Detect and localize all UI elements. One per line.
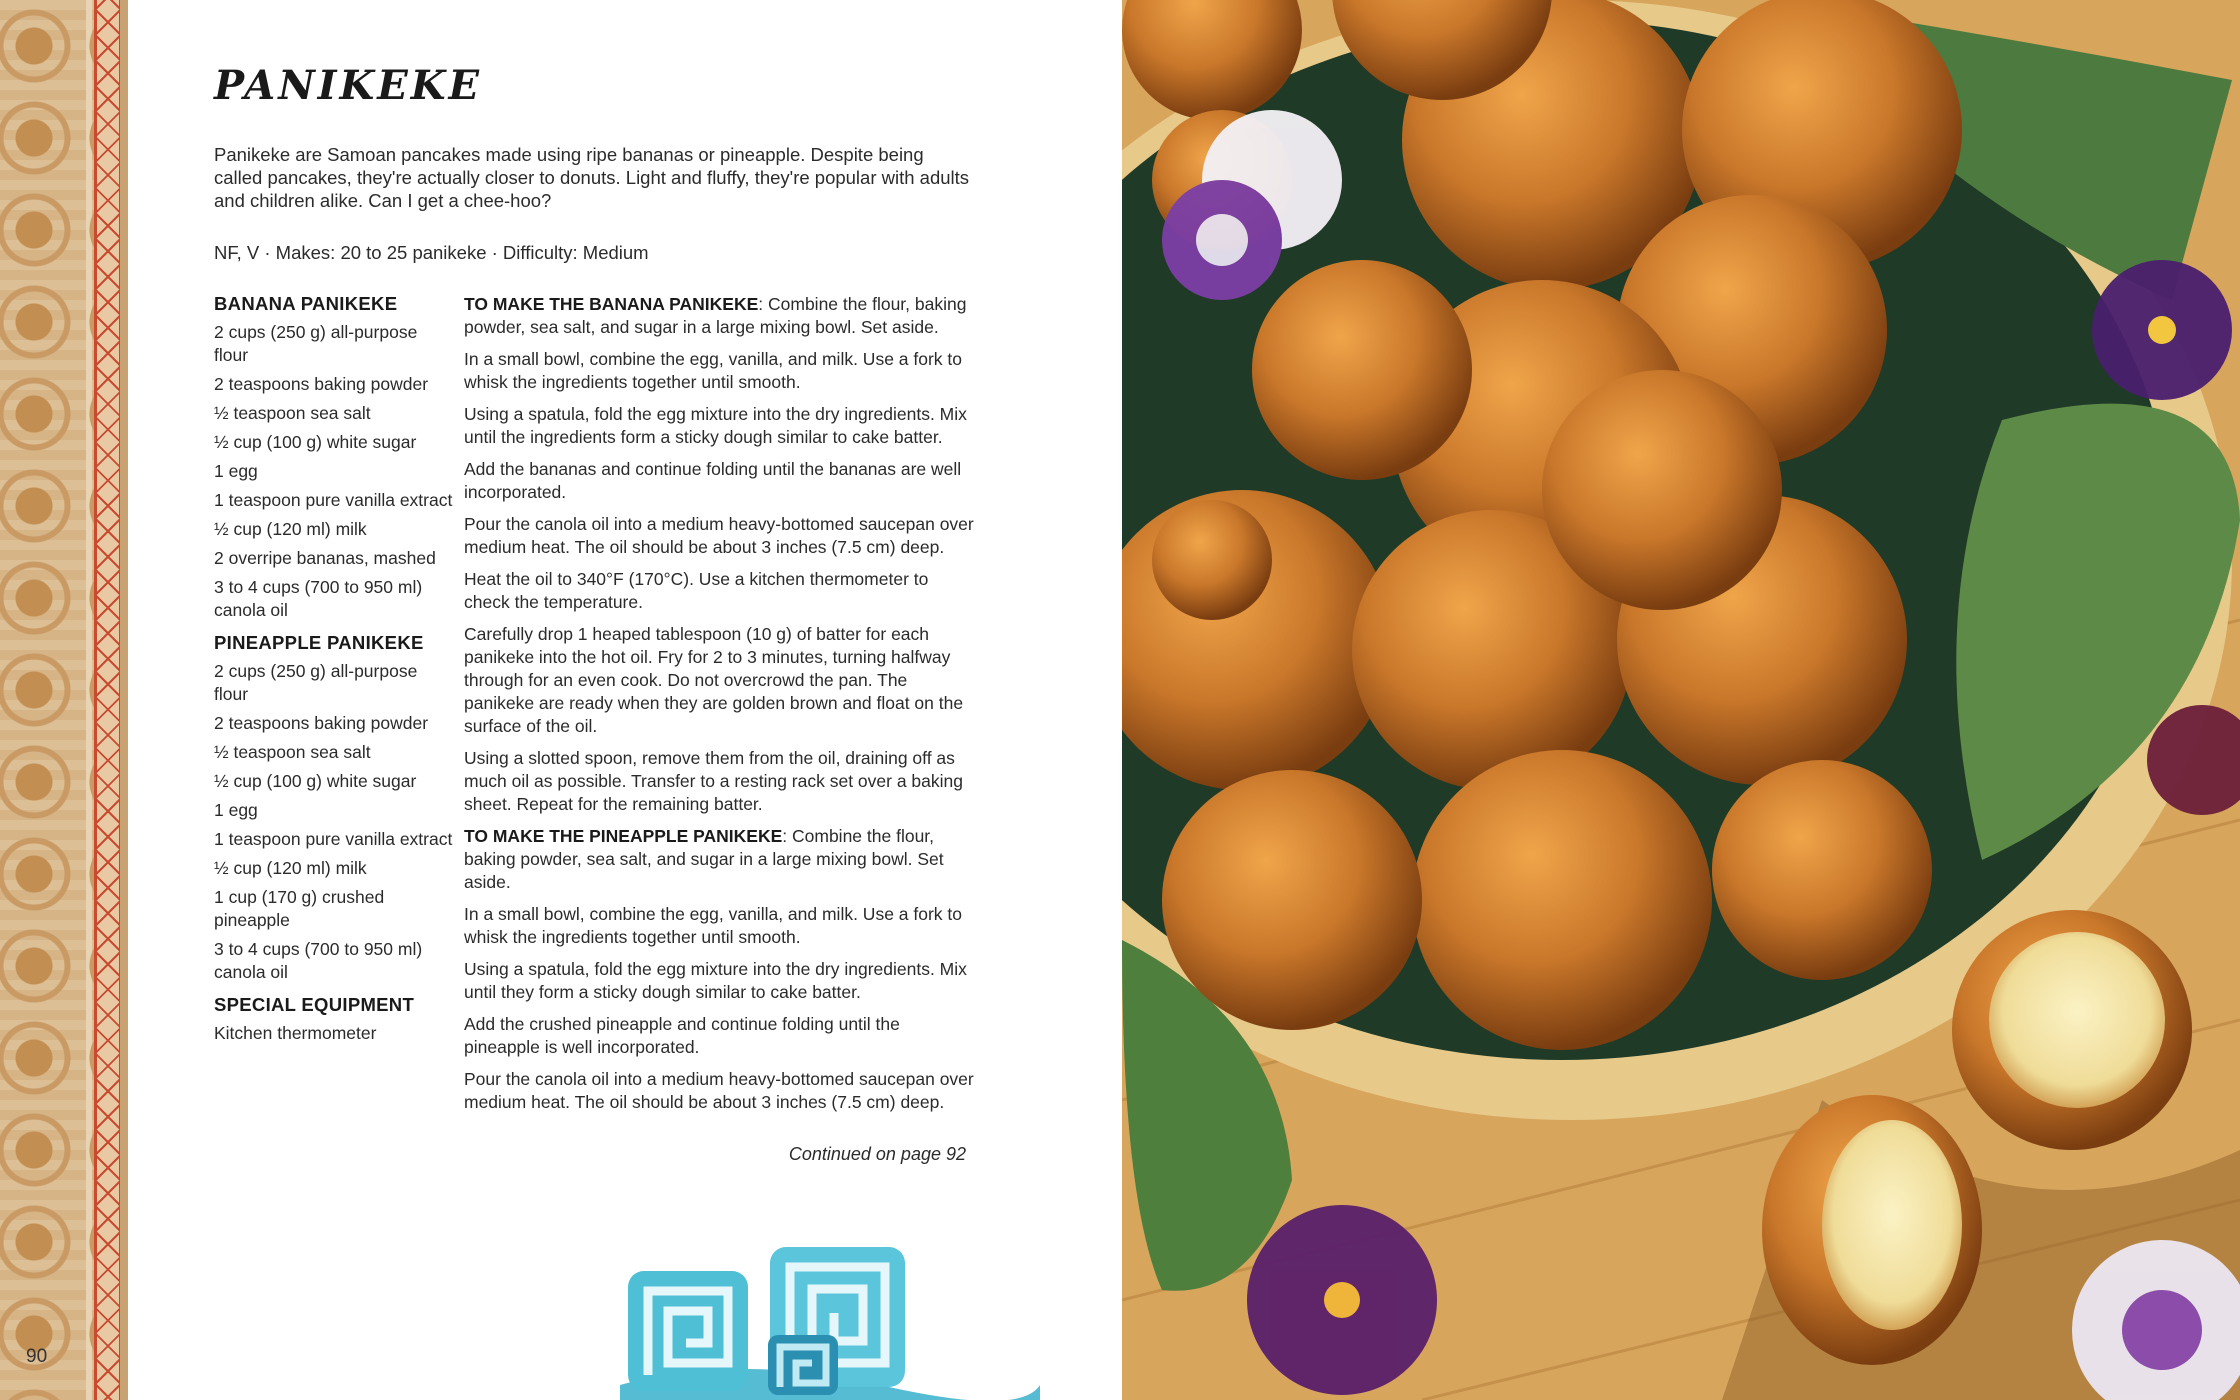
page-number: 90 xyxy=(26,1346,48,1367)
banana-ingredient-item: 1 egg xyxy=(214,461,258,481)
banana-method-step: Pour the canola oil into a medium heavy-bottomed saucepan over medium heat. The oil should be about 3 inches (7.5 cm) deep. xyxy=(464,514,974,557)
panikeke-photo xyxy=(1122,0,2240,1400)
continued-note: Continued on page 92 xyxy=(788,1144,966,1164)
pineapple-ingredient-item: ½ cup (120 ml) milk xyxy=(214,858,367,878)
pineapple-method-step: Add the crushed pineapple and continue folding until the pineapple is well incorporated. xyxy=(464,1014,900,1057)
decorative-diamond-border xyxy=(94,0,122,1400)
fritter xyxy=(1412,750,1712,1050)
banana-ingredient-item: 1 teaspoon pure vanilla extract xyxy=(214,490,453,510)
pineapple-method-step: In a small bowl, combine the egg, vanilla, and milk. Use a fork to whisk the ingredients together until smooth. xyxy=(464,904,963,947)
banana-method-step: Add the bananas and continue folding until the bananas are well incorporated. xyxy=(464,459,962,502)
fritter xyxy=(1542,370,1782,610)
banana-ingredients-list xyxy=(214,321,454,622)
pineapple-method-step: Pour the canola oil into a medium heavy-bottomed saucepan over medium heat. The oil should be about 3 inches (7.5 cm) deep. xyxy=(464,1069,974,1112)
fritter xyxy=(1162,770,1422,1030)
banana-ingredient-item: ½ cup (100 g) white sugar xyxy=(214,432,417,452)
banana-ingredient-item: 3 to 4 cups (700 to 950 ml) canola oil xyxy=(214,577,423,620)
pineapple-ingredients-heading: PINEAPPLE PANIKEKE xyxy=(214,632,424,653)
pineapple-method-step: Using a spatula, fold the egg mixture into the dry ingredients. Mix until they form a sticky dough similar to cake batter. xyxy=(464,959,967,1002)
pineapple-steps xyxy=(464,903,974,1114)
pineapple-ingredient-item: 2 cups (250 g) all-purpose flour xyxy=(214,661,418,704)
recipe-title: PANIKEKE xyxy=(214,62,482,109)
pineapple-ingredients-list xyxy=(214,660,454,984)
ingredients-column xyxy=(214,293,454,1055)
recipe-meta: NF, V · Makes: 20 to 25 panikeke · Difficulty: Medium xyxy=(214,242,649,263)
banana-method-step: Using a spatula, fold the egg mixture into the dry ingredients. Mix until the ingredients form a sticky dough similar to cake batter. xyxy=(464,404,967,447)
method-banana-lead: TO MAKE THE BANANA PANIKEKE xyxy=(464,294,759,314)
method-banana-lead-text: : Combine the flour, baking powder, sea salt, and sugar in a large mixing bowl. Set aside. xyxy=(464,294,967,337)
pineapple-ingredient-item: 2 teaspoons baking powder xyxy=(214,713,429,733)
pineapple-ingredient-item: ½ teaspoon sea salt xyxy=(214,742,371,762)
banana-method-step: Carefully drop 1 heaped tablespoon (10 g) of batter for each panikeke into the hot oil. Fry for 2 to 3 minutes, turning halfway through for an even cook. Do not overcrowd the pan. The panikeke are ready when they are golden brown and float on the surface of the oil. xyxy=(464,624,964,736)
banana-method-step: Heat the oil to 340°F (170°C). Use a kitchen thermometer to check the temperature. xyxy=(464,569,929,612)
pineapple-ingredient-item: 1 teaspoon pure vanilla extract xyxy=(214,829,453,849)
equipment-list xyxy=(214,1022,454,1045)
banana-ingredient-item: 2 teaspoons baking powder xyxy=(214,374,429,394)
banana-method-step: In a small bowl, combine the egg, vanilla, and milk. Use a fork to whisk the ingredients together until smooth. xyxy=(464,349,963,392)
decorative-edge xyxy=(120,0,128,1400)
pineapple-ingredient-item: 1 cup (170 g) crushed pineapple xyxy=(214,887,385,930)
fritter xyxy=(1252,260,1472,480)
banana-ingredient-item: 2 overripe bananas, mashed xyxy=(214,548,436,568)
method-banana-intro xyxy=(464,293,974,339)
method-pineapple-intro xyxy=(464,825,974,894)
method-pineapple-lead-text: : Combine the flour, baking powder, sea salt, and sugar in a large mixing bowl. Set aside. xyxy=(464,826,944,892)
pineapple-ingredient-item: ½ cup (100 g) white sugar xyxy=(214,771,417,791)
banana-ingredients-heading: BANANA PANIKEKE xyxy=(214,293,398,314)
method-pineapple-lead: TO MAKE THE PINEAPPLE PANIKEKE xyxy=(464,826,783,846)
pineapple-ingredient-item: 1 egg xyxy=(214,800,258,820)
fritter xyxy=(1712,760,1932,980)
teal-spiral-decoration xyxy=(620,1235,1040,1400)
banana-ingredient-item: 2 cups (250 g) all-purpose flour xyxy=(214,322,418,365)
pineapple-ingredient-item: 3 to 4 cups (700 to 950 ml) canola oil xyxy=(214,939,423,982)
banana-method-step: Using a slotted spoon, remove them from the oil, draining off as much oil as possible. Transfer to a resting rack set over a baking sheet. Repeat for the remaining batter. xyxy=(464,748,963,814)
equipment-heading: SPECIAL EQUIPMENT xyxy=(214,994,415,1015)
fritter xyxy=(1152,500,1272,620)
banana-steps xyxy=(464,348,974,816)
recipe-intro: Panikeke are Samoan pancakes made using ripe bananas or pineapple. Despite being called pancakes, they're actually closer to donuts. Light and fluffy, they're popular with adults and children alike. Can I get a chee-hoo? xyxy=(214,144,970,211)
banana-ingredient-item: ½ cup (120 ml) milk xyxy=(214,519,367,539)
equipment-item: Kitchen thermometer xyxy=(214,1023,377,1043)
banana-ingredient-item: ½ teaspoon sea salt xyxy=(214,403,371,423)
method-column xyxy=(464,293,974,1123)
